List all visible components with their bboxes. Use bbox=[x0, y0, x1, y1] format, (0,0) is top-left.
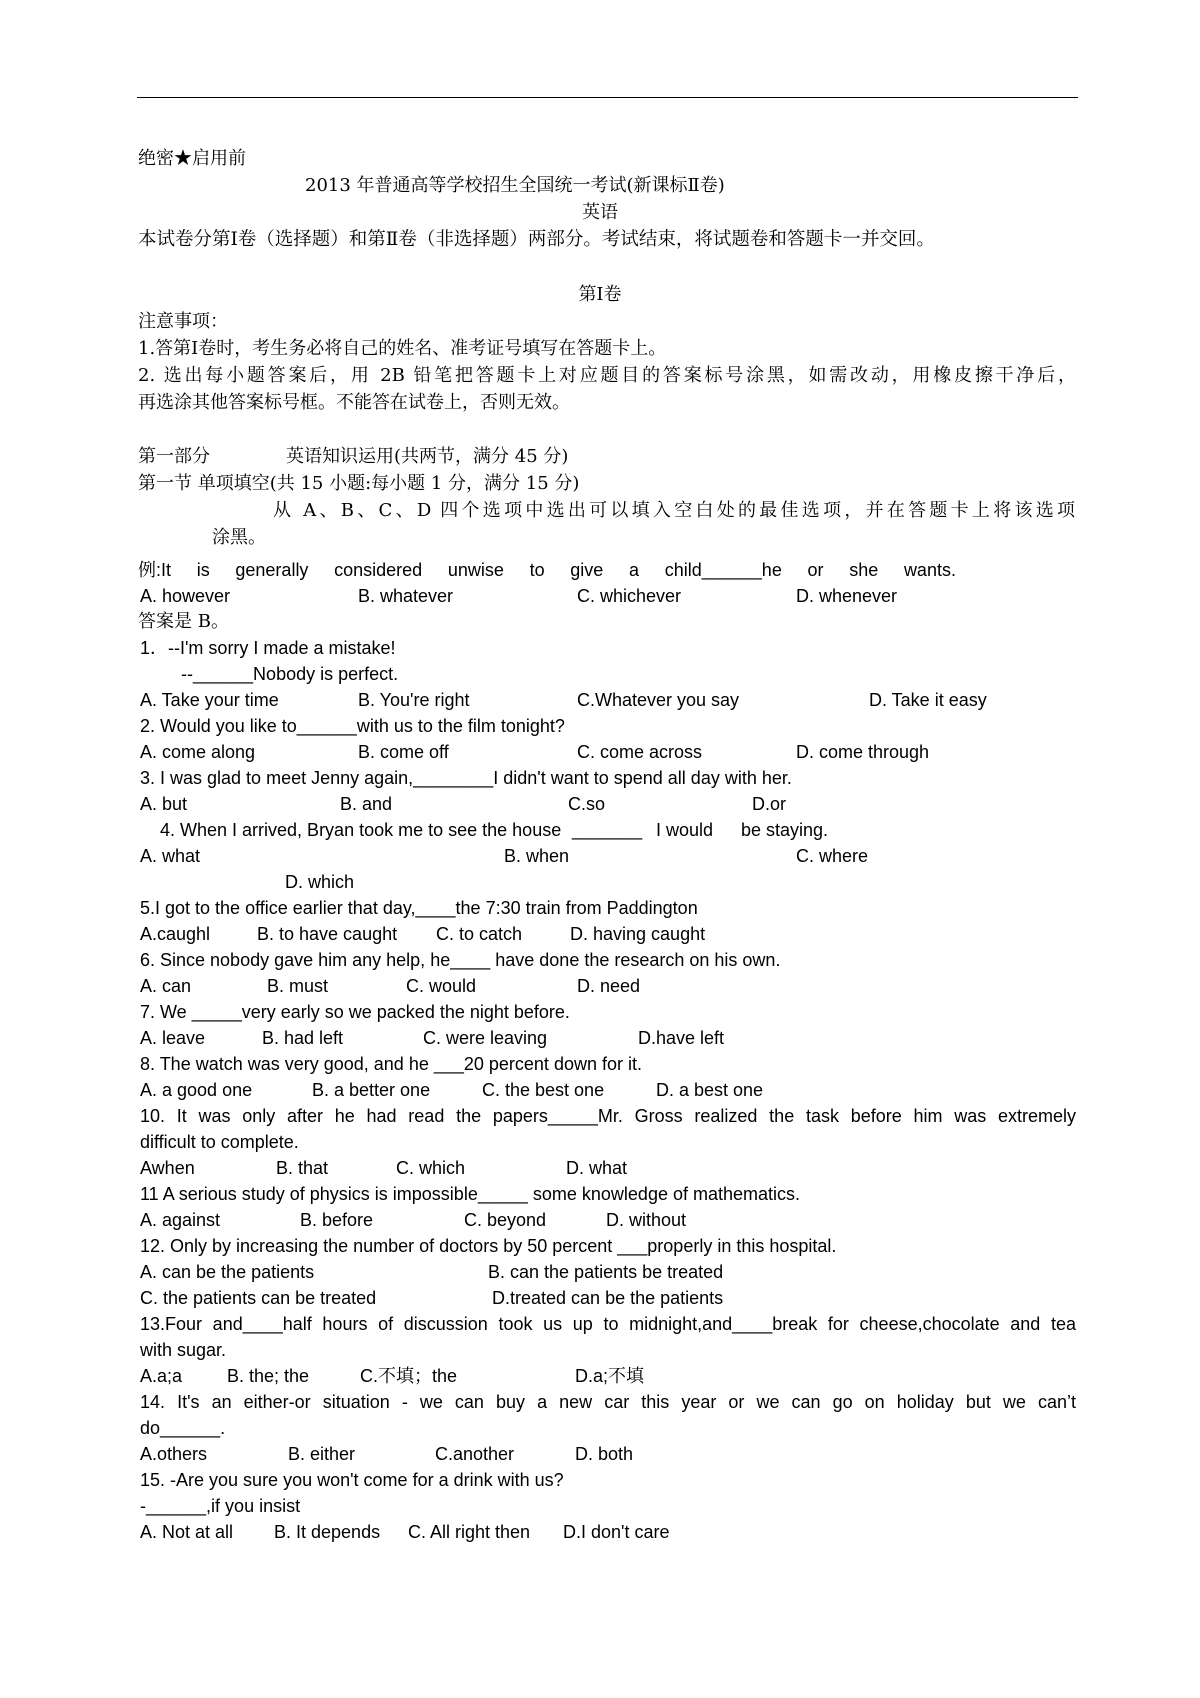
option-b: B. that bbox=[276, 1158, 329, 1178]
question-13-stem: 13.Four and____half hours of discussion took us up to midnight,and____break for cheese,chocolate and tea bbox=[140, 1314, 1076, 1334]
option-c: C. would bbox=[406, 976, 477, 996]
option-a: A. leave bbox=[140, 1028, 206, 1048]
option-c: C. where bbox=[796, 846, 869, 866]
example-word: is bbox=[196, 560, 210, 580]
example-word: or bbox=[807, 560, 824, 580]
option-b: B. It depends bbox=[274, 1522, 381, 1542]
option-c: C. come across bbox=[577, 742, 703, 762]
example-option-a: A. however bbox=[140, 586, 231, 606]
option-b: B. and bbox=[340, 794, 393, 814]
subject-title: 英语 bbox=[582, 202, 618, 223]
example-option-b: B. whatever bbox=[358, 586, 454, 606]
question-8-stem: 8. The watch was very good, and he ___20 percent down for it. bbox=[140, 1054, 642, 1074]
question-4-blank: _______ bbox=[572, 820, 643, 840]
option-c: C. to catch bbox=[436, 924, 523, 944]
example-word: considered bbox=[334, 560, 423, 580]
example-word: give bbox=[570, 560, 604, 580]
option-a: A. can bbox=[140, 976, 192, 996]
option-d: D. a best one bbox=[656, 1080, 764, 1100]
option-c: C. the patients can be treated bbox=[140, 1288, 377, 1308]
example-word: 例:It bbox=[138, 560, 172, 580]
question-15-reply: -______,if you insist bbox=[140, 1496, 301, 1516]
option-c: C.不填；the bbox=[360, 1366, 458, 1386]
question-12-stem: 12. Only by increasing the number of doctors by 50 percent ___properly in this hospital. bbox=[140, 1236, 837, 1256]
question-11-stem: 11 A serious study of physics is impossible_____ some knowledge of mathematics. bbox=[140, 1184, 801, 1204]
option-b: B. when bbox=[504, 846, 570, 866]
question-10-stem-continued: difficult to complete. bbox=[140, 1132, 299, 1152]
option-a: A.caughl bbox=[140, 924, 211, 944]
option-c: C. were leaving bbox=[423, 1028, 548, 1048]
option-b: B. to have caught bbox=[257, 924, 398, 944]
notice-heading: 注意事项： bbox=[138, 311, 228, 332]
question-14-stem: 14. It's an either-or situation - we can buy a new car this year or we can go on holiday but we can’t bbox=[140, 1392, 1076, 1412]
part1-title: 英语知识运用(共两节，满分 45 分) bbox=[286, 446, 569, 467]
option-d: D.treated can be the patients bbox=[492, 1288, 724, 1308]
option-a: A. Not at all bbox=[140, 1522, 234, 1542]
option-c: C.another bbox=[435, 1444, 515, 1464]
option-d: D. come through bbox=[796, 742, 930, 762]
notice-item-2: 2. 选出每小题答案后，用 2B 铅笔把答题卡上对应题目的答案标号涂黑，如需改动，用橡皮擦干净后， bbox=[138, 365, 1076, 386]
question-6-stem: 6. Since nobody gave him any help, he____ have done the research on his own. bbox=[140, 950, 781, 970]
option-d: D.have left bbox=[638, 1028, 725, 1048]
example-word: unwise bbox=[447, 560, 504, 580]
option-d: D. what bbox=[566, 1158, 628, 1178]
example-word: she bbox=[849, 560, 879, 580]
notice-item-2-continued: 再选涂其他答案标号框。不能答在试卷上，否则无效。 bbox=[138, 392, 570, 413]
question-4-stem-end: be staying. bbox=[741, 820, 829, 840]
option-b: B. come off bbox=[358, 742, 449, 762]
section1-heading: 第一节 单项填空(共 15 小题:每小题 1 分，满分 15 分) bbox=[138, 473, 580, 494]
option-a: A. can be the patients bbox=[140, 1262, 315, 1282]
question-1-stem: 1．--I'm sorry I made a mistake! bbox=[140, 638, 396, 658]
option-d: D. having caught bbox=[570, 924, 706, 944]
question-13-stem-continued: with sugar. bbox=[140, 1340, 227, 1360]
option-a: A. what bbox=[140, 846, 201, 866]
header-rule bbox=[137, 97, 1078, 98]
option-d: D.a;不填 bbox=[575, 1366, 645, 1386]
question-7-stem: 7. We _____very early so we packed the night before. bbox=[140, 1002, 570, 1022]
volume-title: 第Ⅰ卷 bbox=[578, 284, 622, 305]
option-a: A. Take your time bbox=[140, 690, 279, 710]
option-a: A. but bbox=[140, 794, 188, 814]
question-10-stem: 10. It was only after he had read the papers_____Mr. Gross realized the task before him was extremely bbox=[140, 1106, 1076, 1126]
exam-intro: 本试卷分第Ⅰ卷（选择题）和第Ⅱ卷（非选择题）两部分。考试结束，将试题卷和答题卡一并交回。 bbox=[138, 229, 935, 250]
section1-instruction: 从 A、B、C、D 四个选项中选出可以填入空白处的最佳选项，并在答题卡上将该选项 bbox=[273, 500, 1075, 521]
option-b: B. can the patients be treated bbox=[488, 1262, 724, 1282]
option-d: D. which bbox=[285, 872, 355, 892]
option-d: D. both bbox=[575, 1444, 634, 1464]
question-3-stem: 3. I was glad to meet Jenny again,________I didn't want to spend all day with her. bbox=[140, 768, 792, 788]
option-c: C.Whatever you say bbox=[577, 690, 740, 710]
question-4-stem-middle: I would bbox=[656, 820, 714, 840]
option-c: C. beyond bbox=[464, 1210, 547, 1230]
option-b: B. must bbox=[267, 976, 329, 996]
option-d: D. Take it easy bbox=[869, 690, 987, 710]
section1-instruction-continued: 涂黑。 bbox=[212, 527, 266, 548]
option-a: Awhen bbox=[140, 1158, 195, 1178]
option-c: C. which bbox=[396, 1158, 466, 1178]
option-a: A.a;a bbox=[140, 1366, 183, 1386]
option-d: D. without bbox=[606, 1210, 687, 1230]
example-word: to bbox=[529, 560, 545, 580]
option-a: A. come along bbox=[140, 742, 256, 762]
part1-label: 第一部分 bbox=[138, 446, 210, 467]
classification-mark: 绝密★启用前 bbox=[138, 148, 246, 169]
option-b: B. the; the bbox=[227, 1366, 310, 1386]
example-sentence bbox=[138, 559, 956, 581]
example-answer: 答案是 B。 bbox=[138, 611, 229, 632]
example-word: child______he bbox=[664, 560, 782, 580]
option-c: C.so bbox=[568, 794, 606, 814]
example-word: a bbox=[629, 560, 640, 580]
option-b: B. either bbox=[288, 1444, 356, 1464]
question-2-stem: 2. Would you like to______with us to the film tonight? bbox=[140, 716, 565, 736]
option-b: B. had left bbox=[262, 1028, 344, 1048]
example-word: generally bbox=[235, 560, 309, 580]
question-14-stem-continued: do______. bbox=[140, 1418, 226, 1438]
option-d: D.or bbox=[752, 794, 787, 814]
option-b: B. a better one bbox=[312, 1080, 431, 1100]
option-a: A. a good one bbox=[140, 1080, 253, 1100]
option-a: A. against bbox=[140, 1210, 221, 1230]
example-option-c: C. whichever bbox=[577, 586, 682, 606]
option-c: C. the best one bbox=[482, 1080, 605, 1100]
option-d: D.I don't care bbox=[563, 1522, 670, 1542]
example-option-d: D. whenever bbox=[796, 586, 898, 606]
notice-item-1: 1.答第Ⅰ卷时，考生务必将自己的姓名、准考证号填写在答题卡上。 bbox=[138, 338, 667, 359]
option-a: A.others bbox=[140, 1444, 208, 1464]
question-4-stem-start: 4. When I arrived, Bryan took me to see the house bbox=[160, 820, 562, 840]
question-1-reply: --______Nobody is perfect. bbox=[181, 664, 399, 684]
exam-title: 2013 年普通高等学校招生全国统一考试(新课标Ⅱ卷) bbox=[305, 175, 725, 196]
question-15-stem: 15. -Are you sure you won't come for a drink with us? bbox=[140, 1470, 564, 1490]
option-c: C. All right then bbox=[408, 1522, 531, 1542]
question-5-stem: 5.I got to the office earlier that day,____the 7:30 train from Paddington bbox=[140, 898, 698, 918]
example-word: wants. bbox=[903, 560, 956, 580]
option-b: B. You're right bbox=[358, 690, 470, 710]
option-d: D. need bbox=[577, 976, 641, 996]
option-b: B. before bbox=[300, 1210, 374, 1230]
